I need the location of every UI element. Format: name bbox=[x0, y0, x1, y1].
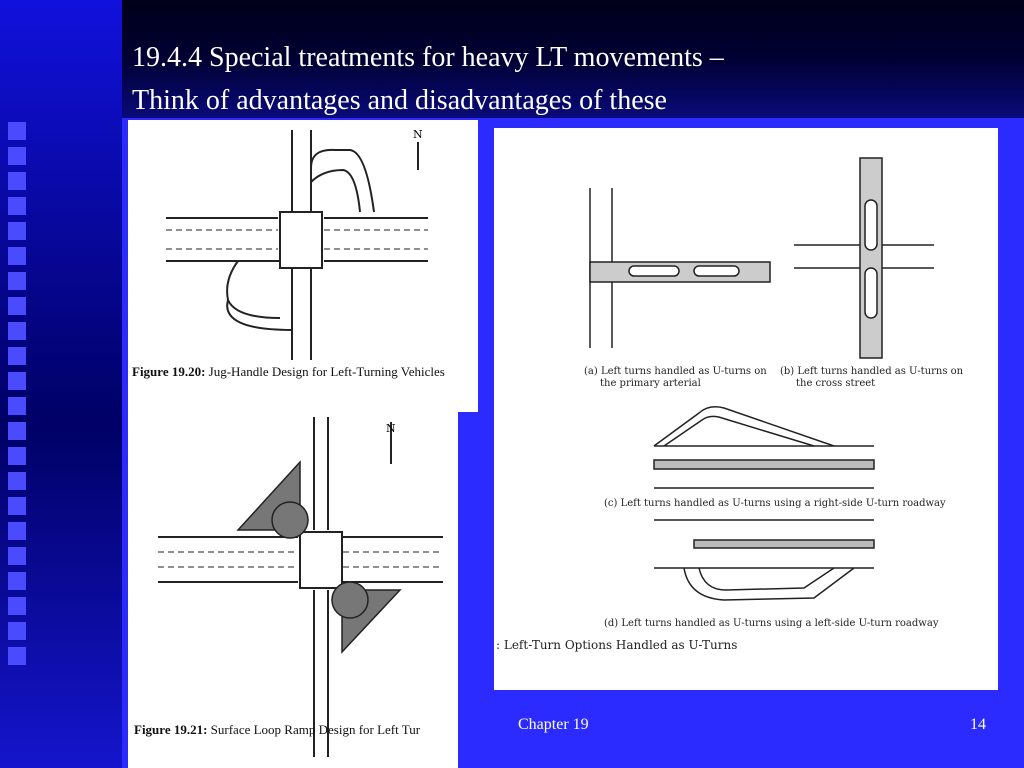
decorative-square bbox=[8, 422, 26, 440]
caption-a-line2: the primary arterial bbox=[600, 378, 701, 389]
decorative-square bbox=[8, 397, 26, 415]
decorative-square bbox=[8, 547, 26, 565]
decorative-square bbox=[8, 147, 26, 165]
uturn-diagram bbox=[494, 128, 998, 690]
decorative-square bbox=[8, 122, 26, 140]
caption-d: (d) Left turns handled as U-turns using a left-side U-turn roadway bbox=[604, 618, 939, 629]
uturn-figure-title: : Left-Turn Options Handled as U-Turns bbox=[496, 638, 738, 652]
title-line-2: Think of advantages and disadvantages of these bbox=[132, 85, 667, 116]
slide-title bbox=[132, 36, 992, 122]
title-line-1: 19.4.4 Special treatments for heavy LT movements – bbox=[132, 42, 724, 73]
decorative-square bbox=[8, 372, 26, 390]
north-label: N bbox=[386, 422, 396, 435]
decorative-square bbox=[8, 597, 26, 615]
decorative-square bbox=[8, 347, 26, 365]
decorative-square bbox=[8, 447, 26, 465]
decorative-square bbox=[8, 647, 26, 665]
figure-1921-caption bbox=[134, 722, 458, 738]
decorative-square bbox=[8, 297, 26, 315]
figure-1920-caption bbox=[132, 364, 462, 380]
decorative-square bbox=[8, 222, 26, 240]
figure-1921-text: Surface Loop Ramp Design for Left Tur bbox=[210, 722, 421, 737]
decorative-square bbox=[8, 272, 26, 290]
decorative-square bbox=[8, 197, 26, 215]
caption-c: (c) Left turns handled as U-turns using a right-side U-turn roadway bbox=[604, 498, 946, 509]
decorative-square bbox=[8, 572, 26, 590]
decorative-square bbox=[8, 522, 26, 540]
figure-uturn-options bbox=[494, 128, 998, 690]
decorative-square bbox=[8, 322, 26, 340]
footer-chapter: Chapter 19 bbox=[518, 716, 589, 733]
loop-ramp-diagram bbox=[128, 412, 458, 768]
decorative-square bbox=[8, 622, 26, 640]
caption-b-line1: (b) Left turns handled as U-turns on bbox=[780, 366, 964, 377]
decorative-square bbox=[8, 247, 26, 265]
figure-1920-text: Jug-Handle Design for Left-Turning Vehicles bbox=[208, 364, 445, 379]
slide-sidebar bbox=[0, 0, 122, 768]
decorative-square bbox=[8, 172, 26, 190]
north-label: N bbox=[413, 128, 423, 141]
figure-1920-label: Figure 19.20: bbox=[132, 364, 206, 379]
figure-loop-ramp bbox=[128, 412, 458, 768]
decorative-square bbox=[8, 497, 26, 515]
figure-jug-handle bbox=[128, 120, 478, 412]
caption-a-line1: (a) Left turns handled as U-turns on bbox=[584, 366, 767, 377]
figure-1921-label: Figure 19.21: bbox=[134, 722, 208, 737]
caption-b-line2: the cross street bbox=[796, 378, 876, 389]
decorative-squares bbox=[0, 0, 34, 768]
decorative-square bbox=[8, 472, 26, 490]
page-number: 14 bbox=[970, 716, 986, 733]
